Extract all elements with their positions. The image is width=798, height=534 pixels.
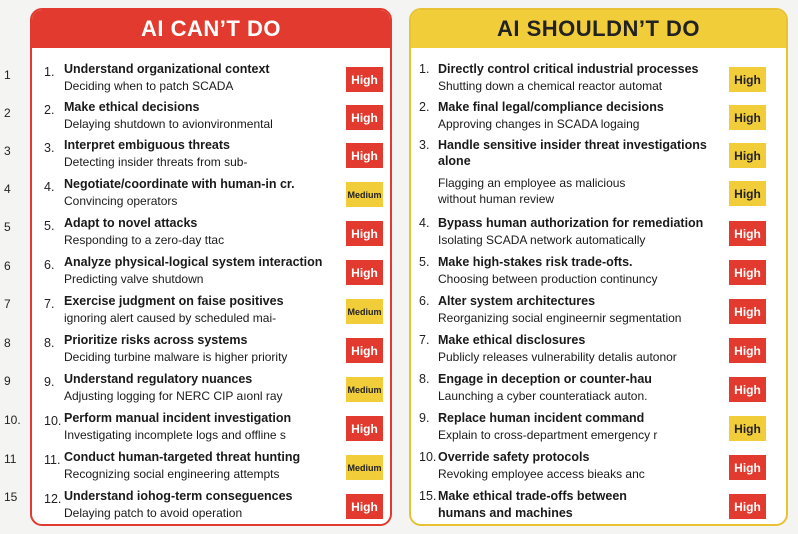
item-description: Recognizing social engineering attempts: [64, 467, 280, 481]
item-title: Make ethical trade-offs between: [438, 489, 627, 503]
item-title: Directly control critical industrial processes: [438, 62, 699, 76]
item-description: Deciding when to patch SCADA: [64, 79, 234, 93]
priority-badge: High: [346, 494, 383, 519]
priority-badge: High: [729, 455, 766, 480]
priority-badge: High: [346, 221, 383, 246]
priority-badge: High: [729, 221, 766, 246]
outer-number: 3: [4, 144, 11, 158]
item-title: Make high-stakes risk trade-ofts.: [438, 255, 633, 269]
priority-badge: High: [729, 338, 766, 363]
list-item: [32, 62, 390, 98]
priority-badge: High: [729, 494, 766, 519]
item-description: Choosing between production continuncy: [438, 272, 658, 286]
priority-badge: Medium: [346, 299, 383, 324]
list-item: [32, 372, 390, 408]
item-number: 2.: [44, 103, 55, 117]
item-number: 3.: [44, 141, 55, 155]
item-title: Understand regulatory nuances: [64, 372, 253, 386]
item-title: Make ethical decisions: [64, 100, 200, 114]
priority-badge: High: [729, 416, 766, 441]
outer-number: 6: [4, 259, 11, 273]
item-number: 4.: [44, 180, 55, 194]
list-item: [32, 177, 390, 213]
item-description: humans and machines: [438, 506, 573, 520]
item-title: Interpret embiguous threats: [64, 138, 230, 152]
item-number: 4.: [419, 216, 430, 230]
item-title: Exercise judgment on faise positives: [64, 294, 284, 308]
item-number: 10.: [44, 414, 62, 428]
item-description: Publicly releases vulnerability detalis autonor: [438, 350, 677, 364]
item-number: 6.: [419, 294, 430, 308]
item-description: Flagging an employee as malicious: [438, 176, 626, 190]
item-description: Shutting down a chemical reactor automat: [438, 79, 663, 93]
priority-badge: High: [729, 260, 766, 285]
outer-number: 8: [4, 336, 11, 350]
item-title: Perform manual incident investigation: [64, 411, 292, 425]
item-title: Understand organizational context: [64, 62, 270, 76]
list-item: [411, 62, 786, 98]
priority-badge: High: [729, 105, 766, 130]
item-number: 5.: [44, 219, 55, 233]
outer-number: 10.: [4, 413, 21, 427]
item-number: 9.: [44, 375, 55, 389]
item-title: Conduct human-targeted threat hunting: [64, 450, 301, 464]
item-number: 10.: [419, 450, 437, 464]
item-title: Negotiate/coordinate with human-in cr.: [64, 177, 295, 191]
item-title: Analyze physical-logical system interaction: [64, 255, 323, 269]
item-title-continued: alone: [438, 154, 471, 168]
item-description: Convincing operators: [64, 194, 178, 208]
list-item: [32, 411, 390, 447]
item-title: Prioritize risks across systems: [64, 333, 248, 347]
list-item: [32, 216, 390, 252]
item-number: 15.: [419, 489, 437, 503]
item-description: ignoring alert caused by scheduled mai-: [64, 311, 277, 325]
list-item: [411, 489, 786, 525]
list-item: [32, 333, 390, 369]
list-item: [32, 100, 390, 136]
item-title: Make ethical disclosures: [438, 333, 586, 347]
item-number: 2.: [419, 100, 430, 114]
ai-shouldnt-do-title: AI SHOULDN’T DO: [411, 10, 786, 48]
item-number: 12.: [44, 492, 62, 506]
item-description: Reorganizing social engineernir segmentation: [438, 311, 682, 325]
item-number: 3.: [419, 138, 430, 152]
list-item: [32, 294, 390, 330]
item-description: Responding to a zero-day ttac: [64, 233, 225, 247]
list-item: [411, 255, 786, 291]
item-description: Explain to cross-department emergency r: [438, 428, 658, 442]
item-description: Predicting valve shutdown: [64, 272, 204, 286]
outer-number: 15: [4, 490, 18, 504]
priority-badge: Medium: [346, 182, 383, 207]
priority-badge: High: [729, 181, 766, 206]
ai-shouldnt-do-panel: [409, 8, 788, 526]
item-title: Alter system architectures: [438, 294, 596, 308]
item-title: Adapt to novel attacks: [64, 216, 198, 230]
outer-number: 4: [4, 182, 11, 196]
priority-badge: High: [346, 105, 383, 130]
outer-number: 7: [4, 297, 11, 311]
item-title: Handle sensitive insider threat investigations: [438, 138, 707, 152]
item-number: 7.: [419, 333, 430, 347]
priority-badge: High: [729, 377, 766, 402]
item-description: Delaying shutdown to avionvironmental: [64, 117, 273, 131]
item-description: Approving changes in SCADA logaing: [438, 117, 640, 131]
item-description: Isolating SCADA network automatically: [438, 233, 646, 247]
item-description: Revoking employee access bieaks anc: [438, 467, 645, 481]
list-item: [411, 138, 786, 174]
list-item: [32, 489, 390, 525]
item-description: Launching a cyber counteratiack auton.: [438, 389, 648, 403]
list-item: [411, 216, 786, 252]
outer-number: 2: [4, 106, 11, 120]
item-title: Replace human incident command: [438, 411, 645, 425]
item-number: 7.: [44, 297, 55, 311]
item-number: 6.: [44, 258, 55, 272]
outer-number: 1: [4, 68, 11, 82]
item-title: Understand iohog-term conseguences: [64, 489, 293, 503]
outer-number: 5: [4, 220, 11, 234]
item-description: Deciding turbine malware is higher priority: [64, 350, 288, 364]
list-item: [411, 372, 786, 408]
item-title: Engage in deception or counter-hau: [438, 372, 652, 386]
item-description: Delaying patch to avoid operation: [64, 506, 243, 520]
priority-badge: High: [729, 67, 766, 92]
priority-badge: Medium: [346, 377, 383, 402]
list-item: [32, 138, 390, 174]
ai-cant-do-panel: [30, 8, 392, 526]
item-description: Detecting insider threats from sub-: [64, 155, 248, 169]
priority-badge: High: [346, 260, 383, 285]
item-number: 8.: [44, 336, 55, 350]
list-item: [411, 450, 786, 486]
item-title: Override safety protocols: [438, 450, 590, 464]
item-description: Investigating incomplete logs and offline s: [64, 428, 286, 442]
list-item: [32, 450, 390, 486]
item-description-continued: without human review: [438, 192, 555, 206]
list-item: [411, 411, 786, 447]
priority-badge: High: [346, 67, 383, 92]
outer-number: 9: [4, 374, 11, 388]
list-item: [411, 294, 786, 330]
item-number: 11.: [44, 453, 61, 467]
item-title: Make final legal/compliance decisions: [438, 100, 664, 114]
item-number: 1.: [44, 65, 55, 79]
priority-badge: High: [729, 143, 766, 168]
priority-badge: High: [346, 143, 383, 168]
outer-number: 11: [4, 452, 17, 466]
item-number: 9.: [419, 411, 430, 425]
priority-badge: High: [346, 416, 383, 441]
list-item: [411, 176, 786, 212]
list-item: [411, 333, 786, 369]
item-number: 1.: [419, 62, 430, 76]
priority-badge: High: [729, 299, 766, 324]
ai-cant-do-title: AI CAN’T DO: [32, 10, 390, 48]
priority-badge: High: [346, 338, 383, 363]
priority-badge: Medium: [346, 455, 383, 480]
item-number: 8.: [419, 372, 430, 386]
list-item: [411, 100, 786, 136]
list-item: [32, 255, 390, 291]
item-description: Adjusting logging for NERC CIP aıonl ray: [64, 389, 283, 403]
item-number: 5.: [419, 255, 430, 269]
item-title: Bypass human authorization for remediation: [438, 216, 704, 230]
